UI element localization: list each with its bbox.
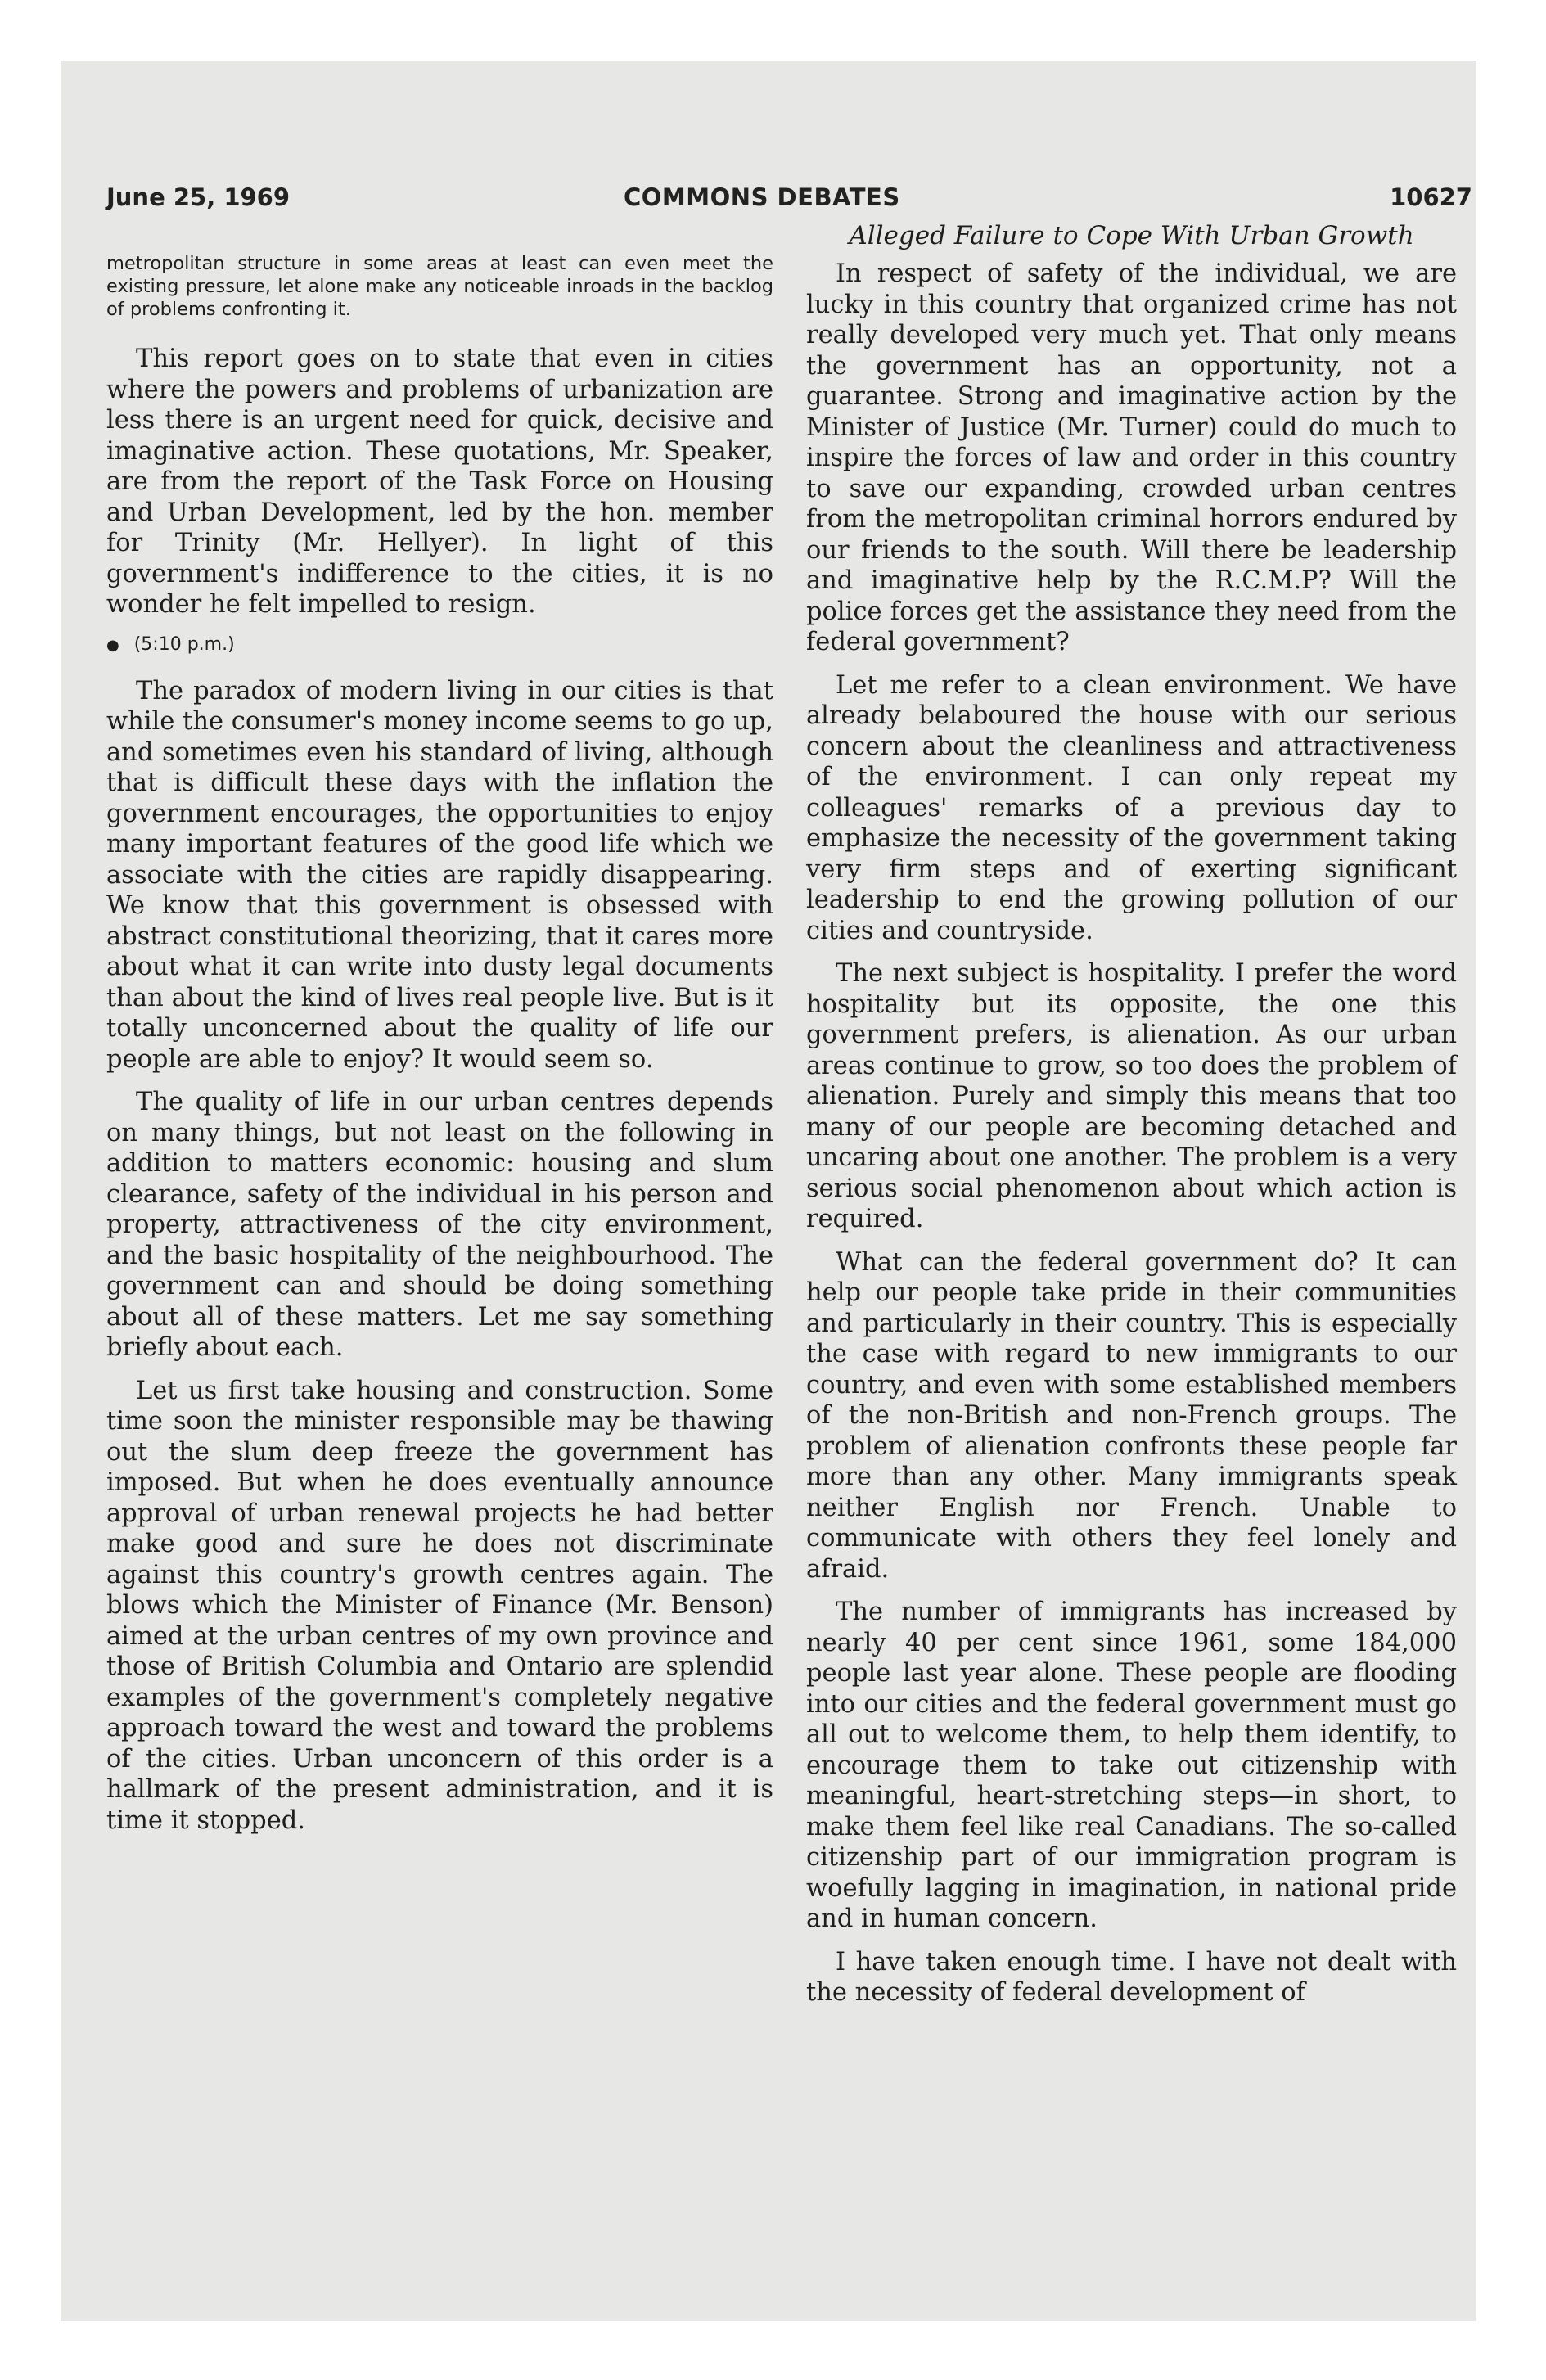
page-header bbox=[106, 183, 1472, 224]
paragraph: The number of immigrants has increased by nearly 40 per cent since 1961, some 184,000 people last year alone. These people are flooding into our cities and the federal government must go all out to welcome them, to help them identify, to encourage them to take out citizenship with meaningful, heart-stretching steps—in short, to make them feel like real Canadians. The so-called citizenship part of our immigration program is woefully lagging in imagination, in national pride and in human concern. bbox=[806, 1598, 1457, 1933]
paragraph: This report goes on to state that even in cities where the powers and problems of urbanization are less there is an urgent need for quick, decisive and imaginative action. These quotations, Mr. Speaker, are from the report of the Task Force on Housing and Urban Development, led by the hon. member for Trinity (Mr. Hellyer). In light of this government's indifference to the cities, it is no wonder he felt impelled to resign. bbox=[106, 345, 773, 619]
left-column bbox=[106, 252, 773, 1848]
page-number: 10627 bbox=[1390, 183, 1472, 211]
paragraph: Let us first take housing and construction. Some time soon the minister responsible may be thawing out the slum deep freeze the government has imposed. But when he does eventually announce approval of urban renewal projects he had better make good and sure he does not discriminate against this country's growth centres again. The blows which the Minister of Finance (Mr. Benson) aimed at the urban centres of my own province and those of British Columbia and Ontario are splendid examples of the government's completely negative approach toward the west and toward the problems of the cities. Urban unconcern of this order is a hallmark of the present administration, and it is time it stopped. bbox=[106, 1376, 773, 1835]
paragraph: In respect of safety of the individual, we are lucky in this country that organized crime has not really developed very much yet. That only means the government has an opportunity, not a guarantee. Strong and imaginative action by the Minister of Justice (Mr. Turner) could do much to inspire the forces of law and order in this country to save our expanding, crowded urban centres from the metropolitan criminal horrors endured by our friends to the south. Will there be leadership and imaginative help by the R.C.M.P? Will the police forces get the assistance they need from the federal government? bbox=[806, 259, 1457, 656]
bullet-icon: ● bbox=[106, 636, 119, 654]
paragraph: What can the federal government do? It can help our people take pride in their communities and particularly in their country. This is especially the case with regard to new immigrants to our country, and even with some established members of the non-British and non-French groups. The problem of alienation confronts these people far more than any other. Many immigrants speak neither English nor French. Unable to communicate with others they feel lonely and afraid. bbox=[806, 1247, 1457, 1584]
paragraph: The paradox of modern living in our cities is that while the consumer's money income seems to go up, and sometimes even his standard of living, although that is difficult these days with the inflation the government encourages, the opportunities to enjoy many important features of the good life which we associate with the cities are rapidly disappearing. We know that this government is obsessed with abstract constitutional theorizing, that it cares more about what it can write into dusty legal documents than about the kind of lives real people live. But is it totally unconcerned about the quality of life our people are able to enjoy? It would seem so. bbox=[106, 676, 773, 1074]
section-subheading: Alleged Failure to Cope With Urban Growth bbox=[849, 221, 1414, 250]
right-column bbox=[806, 219, 1457, 2021]
timestamp-text: (5:10 p.m.) bbox=[133, 633, 235, 655]
paragraph: I have taken enough time. I have not dealt with the necessity of federal development of bbox=[806, 1947, 1457, 2007]
paragraph: The quality of life in our urban centres depends on many things, but not least on the following in addition to matters economic: housing and slum clearance, safety of the individual in his person and property, attractiveness of the city environment, and the basic hospitality of the neighbourhood. The government can and should be doing something about all of these matters. Let me say something briefly about each. bbox=[106, 1088, 773, 1362]
timestamp bbox=[106, 633, 773, 658]
header-title: COMMONS DEBATES bbox=[624, 183, 900, 211]
paragraph: Let me refer to a clean environment. We have already belaboured the house with our serious concern about the cleanliness and attractiveness of the environment. I can only repeat my colleagues' remarks of a previous day to emphasize the necessity of the government taking very firm steps and of exerting significant leadership to end the growing pollution of our cities and countryside. bbox=[806, 670, 1457, 945]
lead-in-paragraph: metropolitan structure in some areas at least can even meet the existing pressure, let alone make any noticeable inroads in the backlog of problems confronting it. bbox=[106, 253, 773, 320]
header-date: June 25, 1969 bbox=[106, 183, 291, 211]
paragraph: The next subject is hospitality. I prefer the word hospitality but its opposite, the one this government prefers, is alienation. As our urban areas continue to grow, so too does the problem of alienation. Purely and simply this means that too many of our people are becoming detached and uncaring about one another. The problem is a very serious social phenomenon about which action is required. bbox=[806, 959, 1457, 1233]
